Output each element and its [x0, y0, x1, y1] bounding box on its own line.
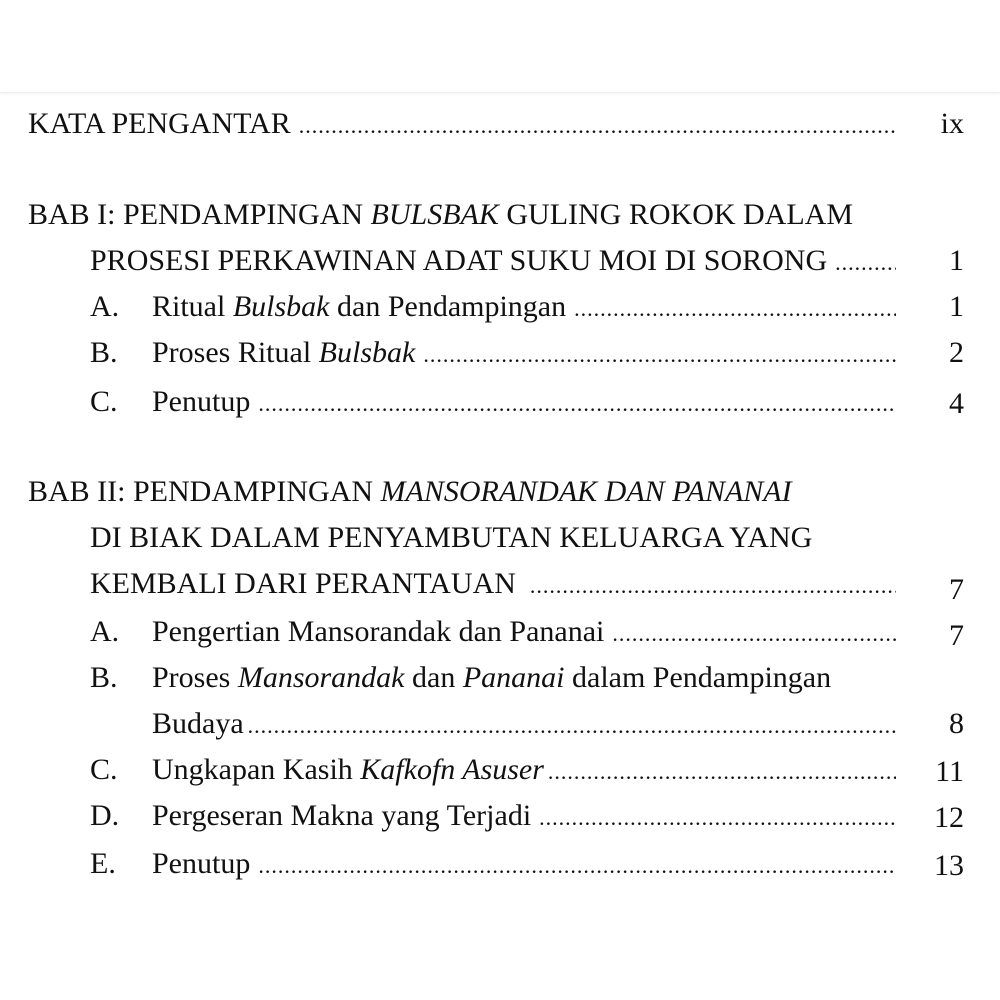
- toc-page-number: 7: [949, 619, 964, 652]
- toc-page-number: 13: [934, 849, 964, 882]
- toc-leader-dots: [539, 796, 896, 840]
- toc-leader-dots: [530, 564, 896, 608]
- toc-page-number: 12: [934, 801, 964, 834]
- toc-page-number: 4: [949, 387, 964, 420]
- toc-page-number: 8: [949, 707, 964, 740]
- toc-chapter-1-heading[interactable]: [28, 193, 968, 237]
- page-top-band: [0, 0, 1000, 92]
- toc-entry-1c[interactable]: C. Penutup .....: [90, 380, 896, 424]
- toc-chapter-2-title-line2: DI BIAK DALAM PENYAMBUTAN KELUARGA YANG: [90, 521, 813, 554]
- toc-leader-dots: [612, 612, 896, 656]
- toc-entry-title: Penutup: [152, 385, 251, 418]
- toc-entry-kata-pengantar[interactable]: [28, 102, 896, 146]
- toc-entry-title: Pergeseran Makna yang Terjadi: [152, 799, 532, 832]
- toc-page-number: ix: [940, 107, 964, 140]
- toc-page-number: 11: [935, 755, 964, 788]
- toc-entry-1b[interactable]: B. Proses Ritual Bulsbak .....: [90, 331, 896, 375]
- toc-entry-2b[interactable]: B. Proses Mansorandak dan Pananai dalam Pendampingan: [90, 656, 970, 700]
- toc-leader-dots: [299, 104, 896, 148]
- toc-chapter-2-title-line3[interactable]: KEMBALI DARI PERANTAUAN .....: [90, 562, 896, 606]
- toc-entry-2a[interactable]: A. Pengertian Mansorandak dan Pananai .....: [90, 610, 896, 654]
- toc-leader-dots: [258, 844, 896, 888]
- toc-entry-title: Ritual Bulsbak dan Pendampingan: [152, 290, 567, 323]
- toc-entry-title: Proses Mansorandak dan Pananai dalam Pendampingan: [152, 661, 832, 694]
- toc-chapter-1-title-line1: BAB I: PENDAMPINGAN BULSBAK GULING ROKOK DALAM: [28, 198, 854, 231]
- toc-entry-title: Penutup: [152, 847, 251, 880]
- toc-page-number: 1: [949, 290, 964, 323]
- toc-entry-title: KATA PENGANTAR: [28, 107, 291, 140]
- toc-entry-2d[interactable]: D. Pergeseran Makna yang Terjadi .....: [90, 794, 896, 838]
- toc-page-number: 2: [949, 336, 964, 369]
- toc-entry-2c[interactable]: C. Ungkapan Kasih Kafkofn Asuser .....: [90, 748, 896, 792]
- toc-entry-1a[interactable]: A. Ritual Bulsbak dan Pendampingan .....: [90, 285, 896, 329]
- toc-entry-2b-continued[interactable]: Budaya .....: [152, 702, 896, 746]
- toc-leader-dots: [548, 750, 896, 794]
- toc-chapter-2-heading[interactable]: [28, 470, 968, 514]
- toc-chapter-1-title-line2[interactable]: PROSESI PERKAWINAN ADAT SUKU MOI DI SORONG .....: [90, 239, 896, 283]
- toc-leader-dots: [423, 333, 896, 377]
- toc-page-number: 7: [949, 573, 964, 606]
- toc-entry-title: Ungkapan Kasih Kafkofn Asuser: [152, 753, 544, 786]
- toc-entry-title: Pengertian Mansorandak dan Pananai: [152, 615, 605, 648]
- toc-leader-dots: [248, 704, 896, 748]
- toc-chapter-2-title-line1: BAB II: PENDAMPINGAN MANSORANDAK DAN PANANAI: [28, 475, 792, 508]
- toc-leader-dots: [258, 382, 896, 426]
- toc-entry-title: Proses Ritual Bulsbak: [152, 336, 416, 369]
- toc-entry-2e[interactable]: E. Penutup .....: [90, 842, 896, 886]
- toc-leader-dots: [574, 287, 896, 331]
- toc-page-number: 1: [949, 244, 964, 277]
